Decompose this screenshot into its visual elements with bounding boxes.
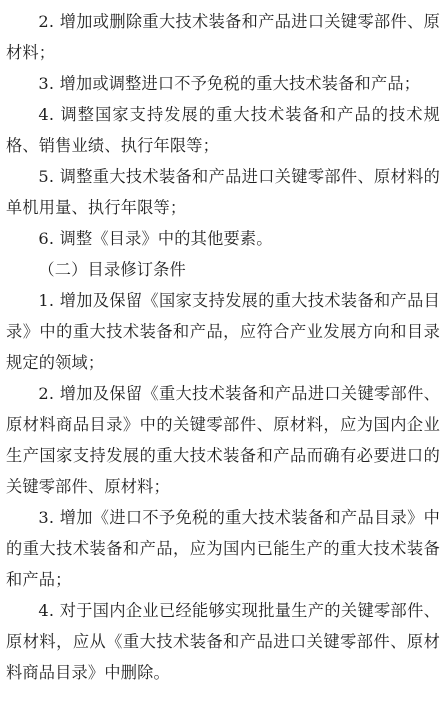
paragraph-item-3-before: 3. 增加或调整进口不予免税的重大技术装备和产品； [38, 74, 421, 93]
paragraph-condition-3: 3. 增加《进口不予免税的重大技术装备和产品目录》中的重大技术装备和产品，应为国内已能生产的重大技术装备和产品； [6, 508, 440, 589]
paragraph-item-2-before: 2. 增加或删除重大技术装备和产品进口关键零部件、原材料； [6, 12, 440, 62]
paragraph-item-6-before: 6. 调整《目录》中的其他要素。 [38, 229, 273, 248]
paragraph-condition-2: 2. 增加及保留《重大技术装备和产品进口关键零部件、原材料商品目录》中的关键零部件、原材料，应为国内企业生产国家支持发展的重大技术装备和产品而确有必要进口的关键零部件、原材料； [6, 384, 440, 496]
section-heading: （二）目录修订条件 [38, 260, 186, 279]
paragraph-condition-1: 1. 增加及保留《国家支持发展的重大技术装备和产品目录》中的重大技术装备和产品，应符合产业发展方向和目录规定的领域； [6, 291, 440, 372]
paragraph-item-5-before: 5. 调整重大技术装备和产品进口关键零部件、原材料的单机用量、执行年限等； [6, 167, 440, 217]
paragraph-condition-4: 4. 对于国内企业已经能够实现批量生产的关键零部件、原材料，应从《重大技术装备和产品进口关键零部件、原材料商品目录》中删除。 [6, 601, 440, 682]
paragraph-item-4-before: 4. 调整国家支持发展的重大技术装备和产品的技术规格、销售业绩、执行年限等； [6, 105, 440, 155]
